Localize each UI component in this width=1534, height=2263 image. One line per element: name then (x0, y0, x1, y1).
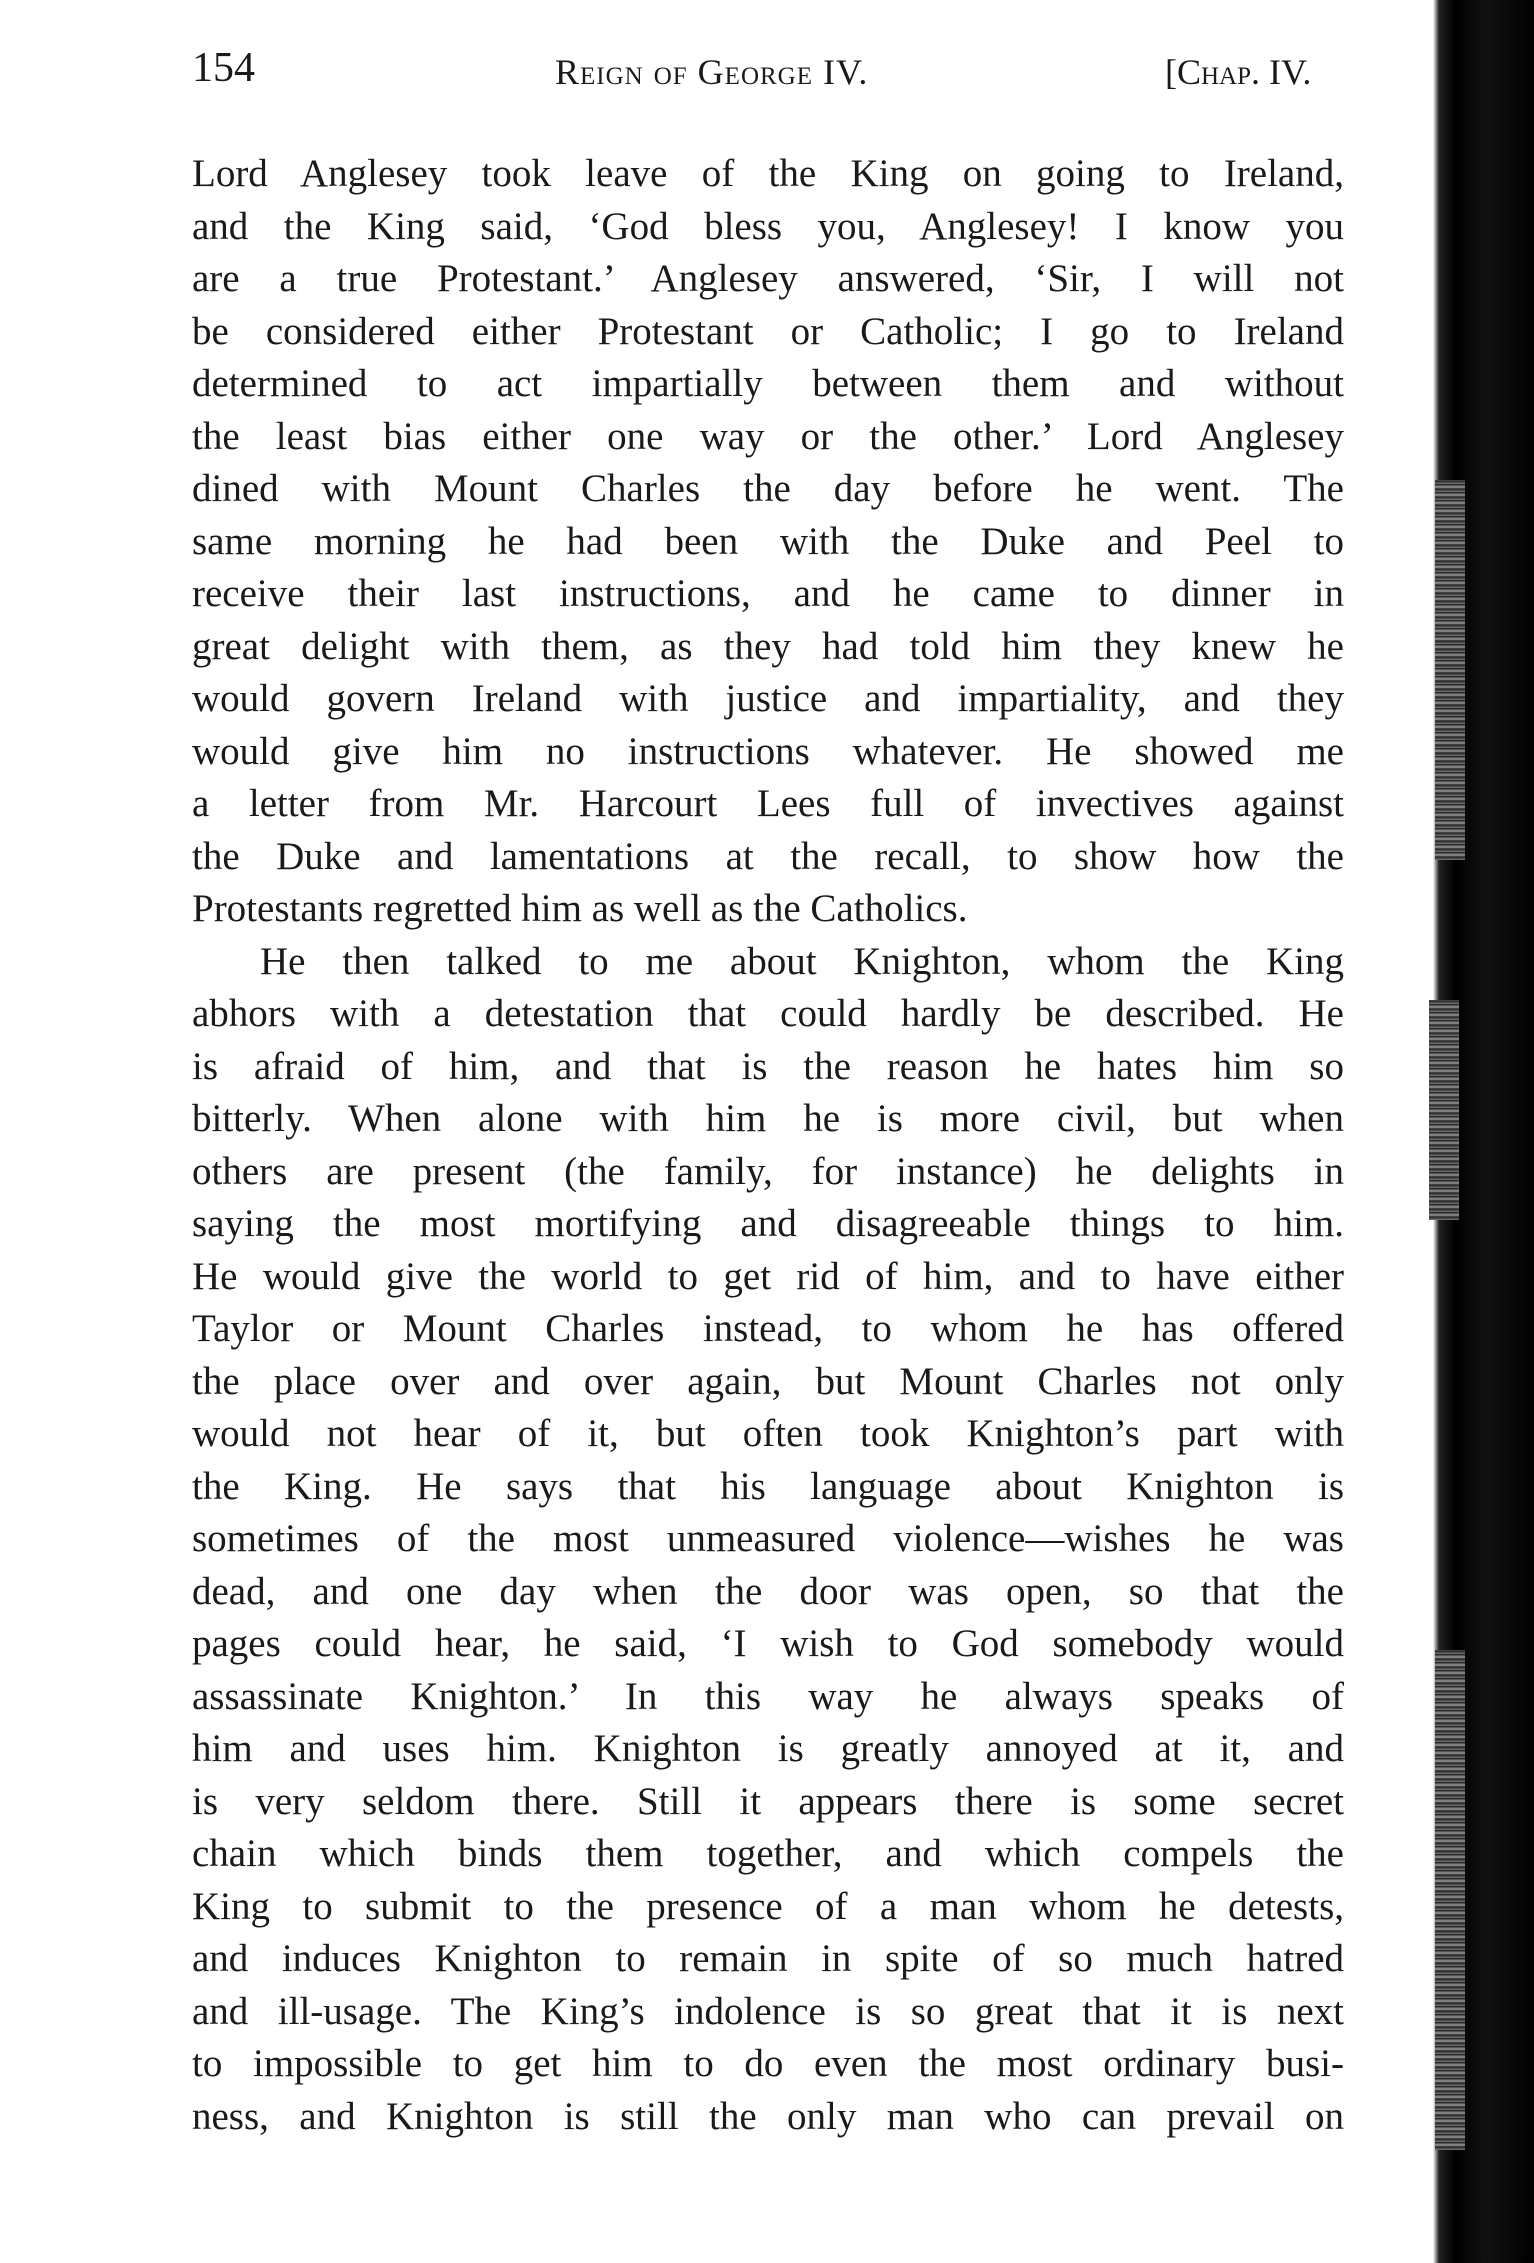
running-title: Reign of George IV. (555, 52, 869, 92)
text-line: saying the most mortifying and disagreeable things to him. (192, 1202, 1344, 1245)
text-line: dead, and one day when the door was open, so that the (192, 1569, 1344, 1613)
text-line: be considered either Protestant or Catholic; I go to Ireland (192, 309, 1344, 353)
text-line: chain which binds them together, and which compels the (192, 1832, 1344, 1875)
text-line: great delight with them, as they had told him they knew he (192, 624, 1344, 668)
paragraph (192, 148, 1344, 936)
text-line: are a true Protestant.’ Anglesey answered, ‘Sir, I will not (192, 257, 1344, 300)
chapter-label: [Chap. IV. (1165, 52, 1312, 92)
text-line: determined to act impartially between them and without (192, 362, 1344, 405)
text-line: would govern Ireland with justice and impartiality, and they (192, 677, 1344, 720)
text-line: Protestants regretted him as well as the Catholics. (192, 887, 968, 930)
text-line: is afraid of him, and that is the reason he hates him so (192, 1044, 1344, 1088)
text-line: Lord Anglesey took leave of the King on going to Ireland, (192, 152, 1344, 195)
paragraph (192, 936, 1344, 2144)
text-line: the place over and over again, but Mount Charles not only (192, 1359, 1344, 1403)
text-line: would give him no instructions whatever. He showed me (192, 729, 1344, 773)
text-line: pages could hear, he said, ‘I wish to God somebody would (192, 1622, 1344, 1665)
text-line: receive their last instructions, and he came to dinner in (192, 572, 1344, 615)
text-line: assassinate Knighton.’ In this way he always speaks of (192, 1674, 1344, 1718)
text-line: a letter from Mr. Harcourt Lees full of invectives against (192, 782, 1344, 825)
text-line: King to submit to the presence of a man whom he detests, (192, 1884, 1344, 1928)
text-line: the Duke and lamentations at the recall, to show how the (192, 834, 1344, 878)
text-line: ness, and Knighton is still the only man who can prevail on (192, 2094, 1344, 2138)
page-body (192, 148, 1344, 2143)
text-line: him and uses him. Knighton is greatly annoyed at it, and (192, 1727, 1344, 1770)
text-line: others are present (the family, for instance) he delights in (192, 1149, 1344, 1193)
text-line: is very seldom there. Still it appears there is some secret (192, 1779, 1344, 1823)
text-line: Taylor or Mount Charles instead, to whom he has offered (192, 1307, 1344, 1350)
text-line: the least bias either one way or the other.’ Lord Anglesey (192, 414, 1344, 458)
scan-edge-shadow (1425, 0, 1534, 2263)
text-line: bitterly. When alone with him he is more civil, but when (192, 1097, 1344, 1140)
text-line: to impossible to get him to do even the most ordinary busi- (192, 2042, 1344, 2085)
text-line: and induces Knighton to remain in spite of so much hatred (192, 1937, 1344, 1980)
text-line: same morning he had been with the Duke and Peel to (192, 519, 1344, 563)
page-number: 154 (192, 45, 255, 91)
text-line: the King. He says that his language about Knighton is (192, 1464, 1344, 1508)
text-line: dined with Mount Charles the day before he went. The (192, 467, 1344, 510)
text-line: and ill-usage. The King’s indolence is so great that it is next (192, 1989, 1344, 2033)
text-line: and the King said, ‘God bless you, Anglesey! I know you (192, 204, 1344, 248)
text-line: would not hear of it, but often took Knighton’s part with (192, 1412, 1344, 1455)
text-line: abhors with a detestation that could hardly be described. He (192, 992, 1344, 1035)
text-line: He would give the world to get rid of him, and to have either (192, 1254, 1344, 1298)
text-line: sometimes of the most unmeasured violence—wishes he was (192, 1517, 1344, 1560)
text-line: He then talked to me about Knighton, whom the King (260, 939, 1344, 983)
